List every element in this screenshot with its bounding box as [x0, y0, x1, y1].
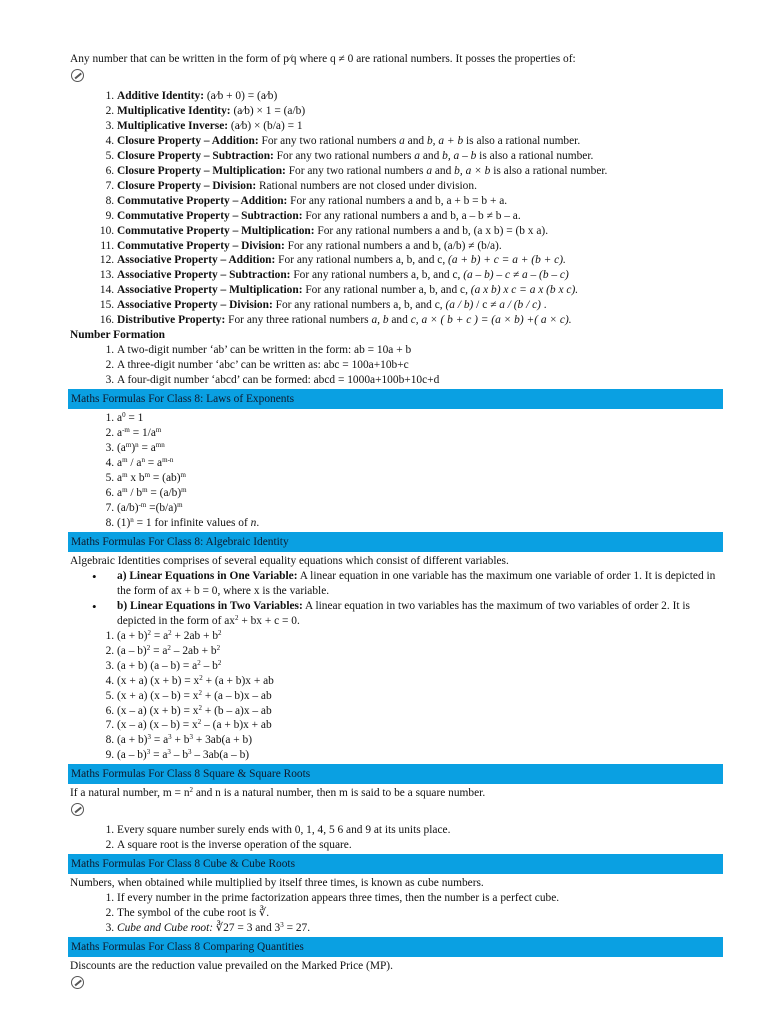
exponents-list [70, 411, 720, 531]
rational-property-item: 13. Associative Property – Subtraction: For any rational numbers a, b, and c, (a – b) – c ≠ a – (b – c) [117, 268, 720, 283]
exponent-law-item: 5. $a^m$ x $b^m = (ab)^m$ [117, 471, 720, 486]
exponent-law-item: 3. $(a^m)^n = a^{mn}$ [117, 441, 720, 456]
square-intro: If a natural number, $m = n^2$ and n is a natural number, then m is said to be a square number. [70, 786, 486, 800]
identity-formula-item: 9. $(a - b)^3 = a^3 - b^3 - 3ab(a - b)$ [117, 748, 720, 763]
number-formation-item: 1. A two-digit number ‘ab’ can be written in the form: ab = 10a + b [117, 343, 720, 358]
square-item: 1. Every square number surely ends with 0, 1, 4, 5 6 and 9 at its units place. [117, 823, 720, 838]
number-formation-item: 2. A three-digit number ‘abc’ can be written as: abc = 100a+10b+c [117, 358, 720, 373]
identity-bullet-item: • b) Linear Equations in Two Variables: A linear equation in two variables has the maximum of two variables of order 2. It is depicted in the form of $ax^2$ + bx + c = 0. [117, 599, 720, 629]
rational-property-item: 14. Associative Property – Multiplication: For any rational number a, b, and c, (a x b) x c = a x (b x c). [117, 283, 720, 298]
document-page [70, 52, 720, 996]
rational-intro: Any number that can be written in the form of p∕q where q ≠ 0 are rational numbers. It posses the properties of: [70, 53, 576, 65]
exponent-law-item: 2. $a^{-m} = 1/a^m$ [117, 426, 720, 441]
rational-property-item: 9. Commutative Property – Subtraction: For any rational numbers a and b, a – b ≠ b – a. [117, 209, 720, 224]
cube-item: 1. If every number in the prime factorization appears three times, then the number is a perfect cube. [117, 891, 720, 906]
rational-property-item: 15. Associative Property – Division: For any rational numbers a, b, and c, (a / b) / c ≠ a / (b / c) . [117, 298, 720, 313]
identity-formula-item: 7. (x – a) $(x - b) = x^2 - (a + b)x$ + ab [117, 718, 720, 733]
identity-bullet-item: • a) Linear Equations in One Variable: A linear equation in one variable has the maximum one variable of order 1. It is depicted in the form of ax + b = 0, where x is the variable. [117, 569, 720, 599]
section-band-square: Maths Formulas For Class 8 Square & Square Roots [68, 764, 723, 784]
exponent-law-item: 7. $(a/b)^{-m} =(b/a)^m$ [117, 501, 720, 516]
identity-bullets [70, 569, 720, 629]
cube-item: 3. Cube and Cube root: ∛27 = 3 and $3^3 = 27$. [117, 921, 720, 936]
square-item: 2. A square root is the inverse operation of the square. [117, 838, 720, 853]
cube-list [70, 891, 720, 936]
rational-property-item: 8. Commutative Property – Addition: For any rational numbers a and b, a + b = b + a. [117, 194, 720, 209]
rational-property-item: 4. Closure Property – Addition: For any two rational numbers a and b, a + b is also a rational number. [117, 134, 720, 149]
identity-formula-item: 1. $(a + b)^2 = a^2 + 2ab + b^2$ [117, 629, 720, 644]
identity-formula-item: 2. $(a - b)^2 = a^2 - 2ab + b^2$ [117, 644, 720, 659]
exponent-law-item: 6. $a^m / b^m = (a/b)^m$ [117, 486, 720, 501]
exponent-law-item: 4. $a^m / a^n = a^{m-n}$ [117, 456, 720, 471]
number-formation-item: 3. A four-digit number ‘abcd’ can be formed: abcd = 1000a+100b+10c+d [117, 373, 720, 388]
rational-property-item: 2. Multiplicative Identity: (a∕b) × 1 = (a/b) [117, 104, 720, 119]
square-list [70, 823, 720, 853]
exponent-law-item: 8. $(1)^n = 1$ for infinite values of n. [117, 516, 720, 531]
rational-property-item: 12. Associative Property – Addition: For any rational numbers a, b, and c, (a + b) + c = a + (b + c). [117, 253, 720, 268]
number-formation-list [70, 343, 720, 388]
number-formation-heading: Number Formation [70, 329, 166, 342]
identity-intro: Algebraic Identities comprises of several equality equations which consist of different variables. [70, 554, 509, 567]
identity-formula-item: 5. (x + a) $(x - b) = x^2 + (a - b)x$ – ab [117, 689, 720, 704]
rational-properties-list [70, 89, 720, 328]
section-band-identity: Maths Formulas For Class 8: Algebraic Identity [68, 532, 723, 552]
identity-formula-item: 6. (x – a) $(x + b) = x^2 + (b - a)x$ – ab [117, 704, 720, 719]
section-band-exponents: Maths Formulas For Class 8: Laws of Exponents [68, 389, 723, 409]
rational-property-item: 5. Closure Property – Subtraction: For any two rational numbers a and b, a – b is also a rational number. [117, 149, 720, 164]
broken-image-icon [71, 803, 84, 816]
cube-item: 2. The symbol of the cube root is ∛. [117, 906, 720, 921]
rational-property-item: 3. Multiplicative Inverse: (a∕b) × (b/a) = 1 [117, 119, 720, 134]
rational-property-item: 6. Closure Property – Multiplication: For any two rational numbers a and b, a × b is also a rational number. [117, 164, 720, 179]
rational-property-item: 1. Additive Identity: (a∕b + 0) = (a∕b) [117, 89, 720, 104]
section-band-comparing: Maths Formulas For Class 8 Comparing Quantities [68, 937, 723, 957]
broken-image-icon [71, 69, 84, 82]
cube-intro: Numbers, when obtained while multiplied by itself three times, is known as cube numbers. [70, 877, 484, 890]
identity-list [70, 629, 720, 764]
rational-property-item: 16. Distributive Property: For any three rational numbers a, b and c, a × ( b + c ) = (a × b) +( a × c). [117, 313, 720, 328]
rational-property-item: 10. Commutative Property – Multiplication: For any rational numbers a and b, (a x b) = (b x a). [117, 224, 720, 239]
rational-property-item: 7. Closure Property – Division: Rational numbers are not closed under division. [117, 179, 720, 194]
rational-property-item: 11. Commutative Property – Division: For any rational numbers a and b, (a/b) ≠ (b/a). [117, 239, 720, 254]
comparing-intro: Discounts are the reduction value prevailed on the Marked Price (MP). [70, 960, 393, 973]
section-band-cube: Maths Formulas For Class 8 Cube & Cube Roots [68, 854, 723, 874]
exponent-law-item: 1. $a^0 = 1$ [117, 411, 720, 426]
identity-formula-item: 4. (x + a) $(x + b) = x^2 + (a + b)x$ + ab [117, 674, 720, 689]
broken-image-icon [71, 976, 84, 989]
identity-formula-item: 8. $(a + b)^3 = a^3 + b^3 + 3ab(a + b)$ [117, 733, 720, 748]
identity-formula-item: 3. (a + b) $(a - b) = a^2 - b^2$ [117, 659, 720, 674]
